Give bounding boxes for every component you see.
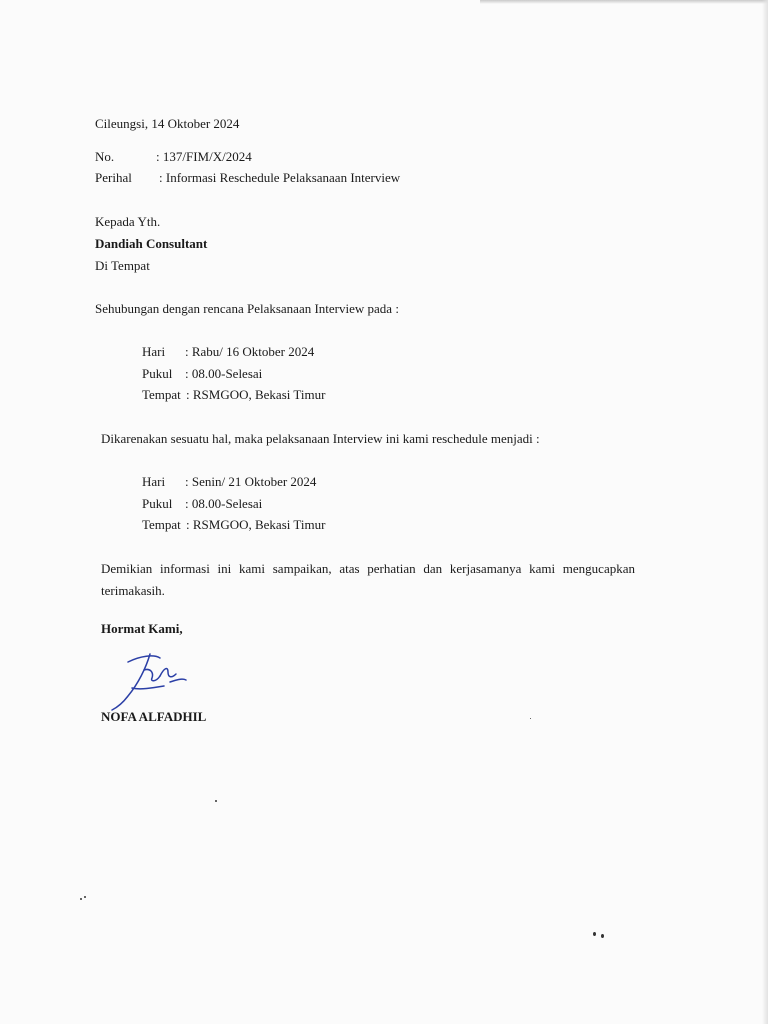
original-time-value: : 08.00-Selesai [185,366,263,381]
scan-speck [80,898,82,900]
original-place-value: : RSMGOO, Bekasi Timur [186,387,326,402]
original-time-label: Pukul [142,366,173,381]
new-time-value: : 08.00-Selesai [185,496,263,511]
new-day-label: Hari [142,474,166,489]
recipient-name: Dandiah Consultant [95,236,208,251]
closing-paragraph-line1: Demikian informasi ini kami sampaikan, atas perhatian dan kerjasamanya kami mengucapkan [101,561,635,576]
scan-speck [530,718,531,719]
letter-date: Cileungsi, 14 Oktober 2024 [95,116,240,131]
closing-paragraph-line2: terimakasih. [101,583,165,598]
subject-label: Perihal [95,170,132,185]
original-day-value: : Rabu/ 16 Oktober 2024 [185,344,315,359]
number-value: : 137/FIM/X/2024 [156,149,252,164]
recipient-place: Di Tempat [95,258,150,273]
intro-paragraph: Sehubungan dengan rencana Pelaksanaan Interview pada : [95,301,399,316]
handwritten-signature [110,648,190,716]
original-place-label: Tempat [142,387,181,402]
scan-speck [215,800,217,802]
scan-speck [593,932,596,936]
regards-text: Hormat Kami, [101,621,183,636]
new-place-label: Tempat [142,517,181,532]
recipient-greeting: Kepada Yth. [95,214,161,229]
reschedule-paragraph: Dikarenakan sesuatu hal, maka pelaksanaan Interview ini kami reschedule menjadi : [101,431,540,446]
new-place-value: : RSMGOO, Bekasi Timur [186,517,326,532]
scan-top-edge [480,0,768,4]
scan-right-edge [762,0,768,1024]
number-label: No. [95,149,115,164]
subject-value: : Informasi Reschedule Pelaksanaan Interview [159,170,401,185]
new-time-label: Pukul [142,496,173,511]
scan-speck [601,934,604,938]
scan-speck [84,896,86,898]
original-day-label: Hari [142,344,166,359]
new-day-value: : Senin/ 21 Oktober 2024 [185,474,317,489]
signatory-name: NOFA ALFADHIL [101,709,207,724]
